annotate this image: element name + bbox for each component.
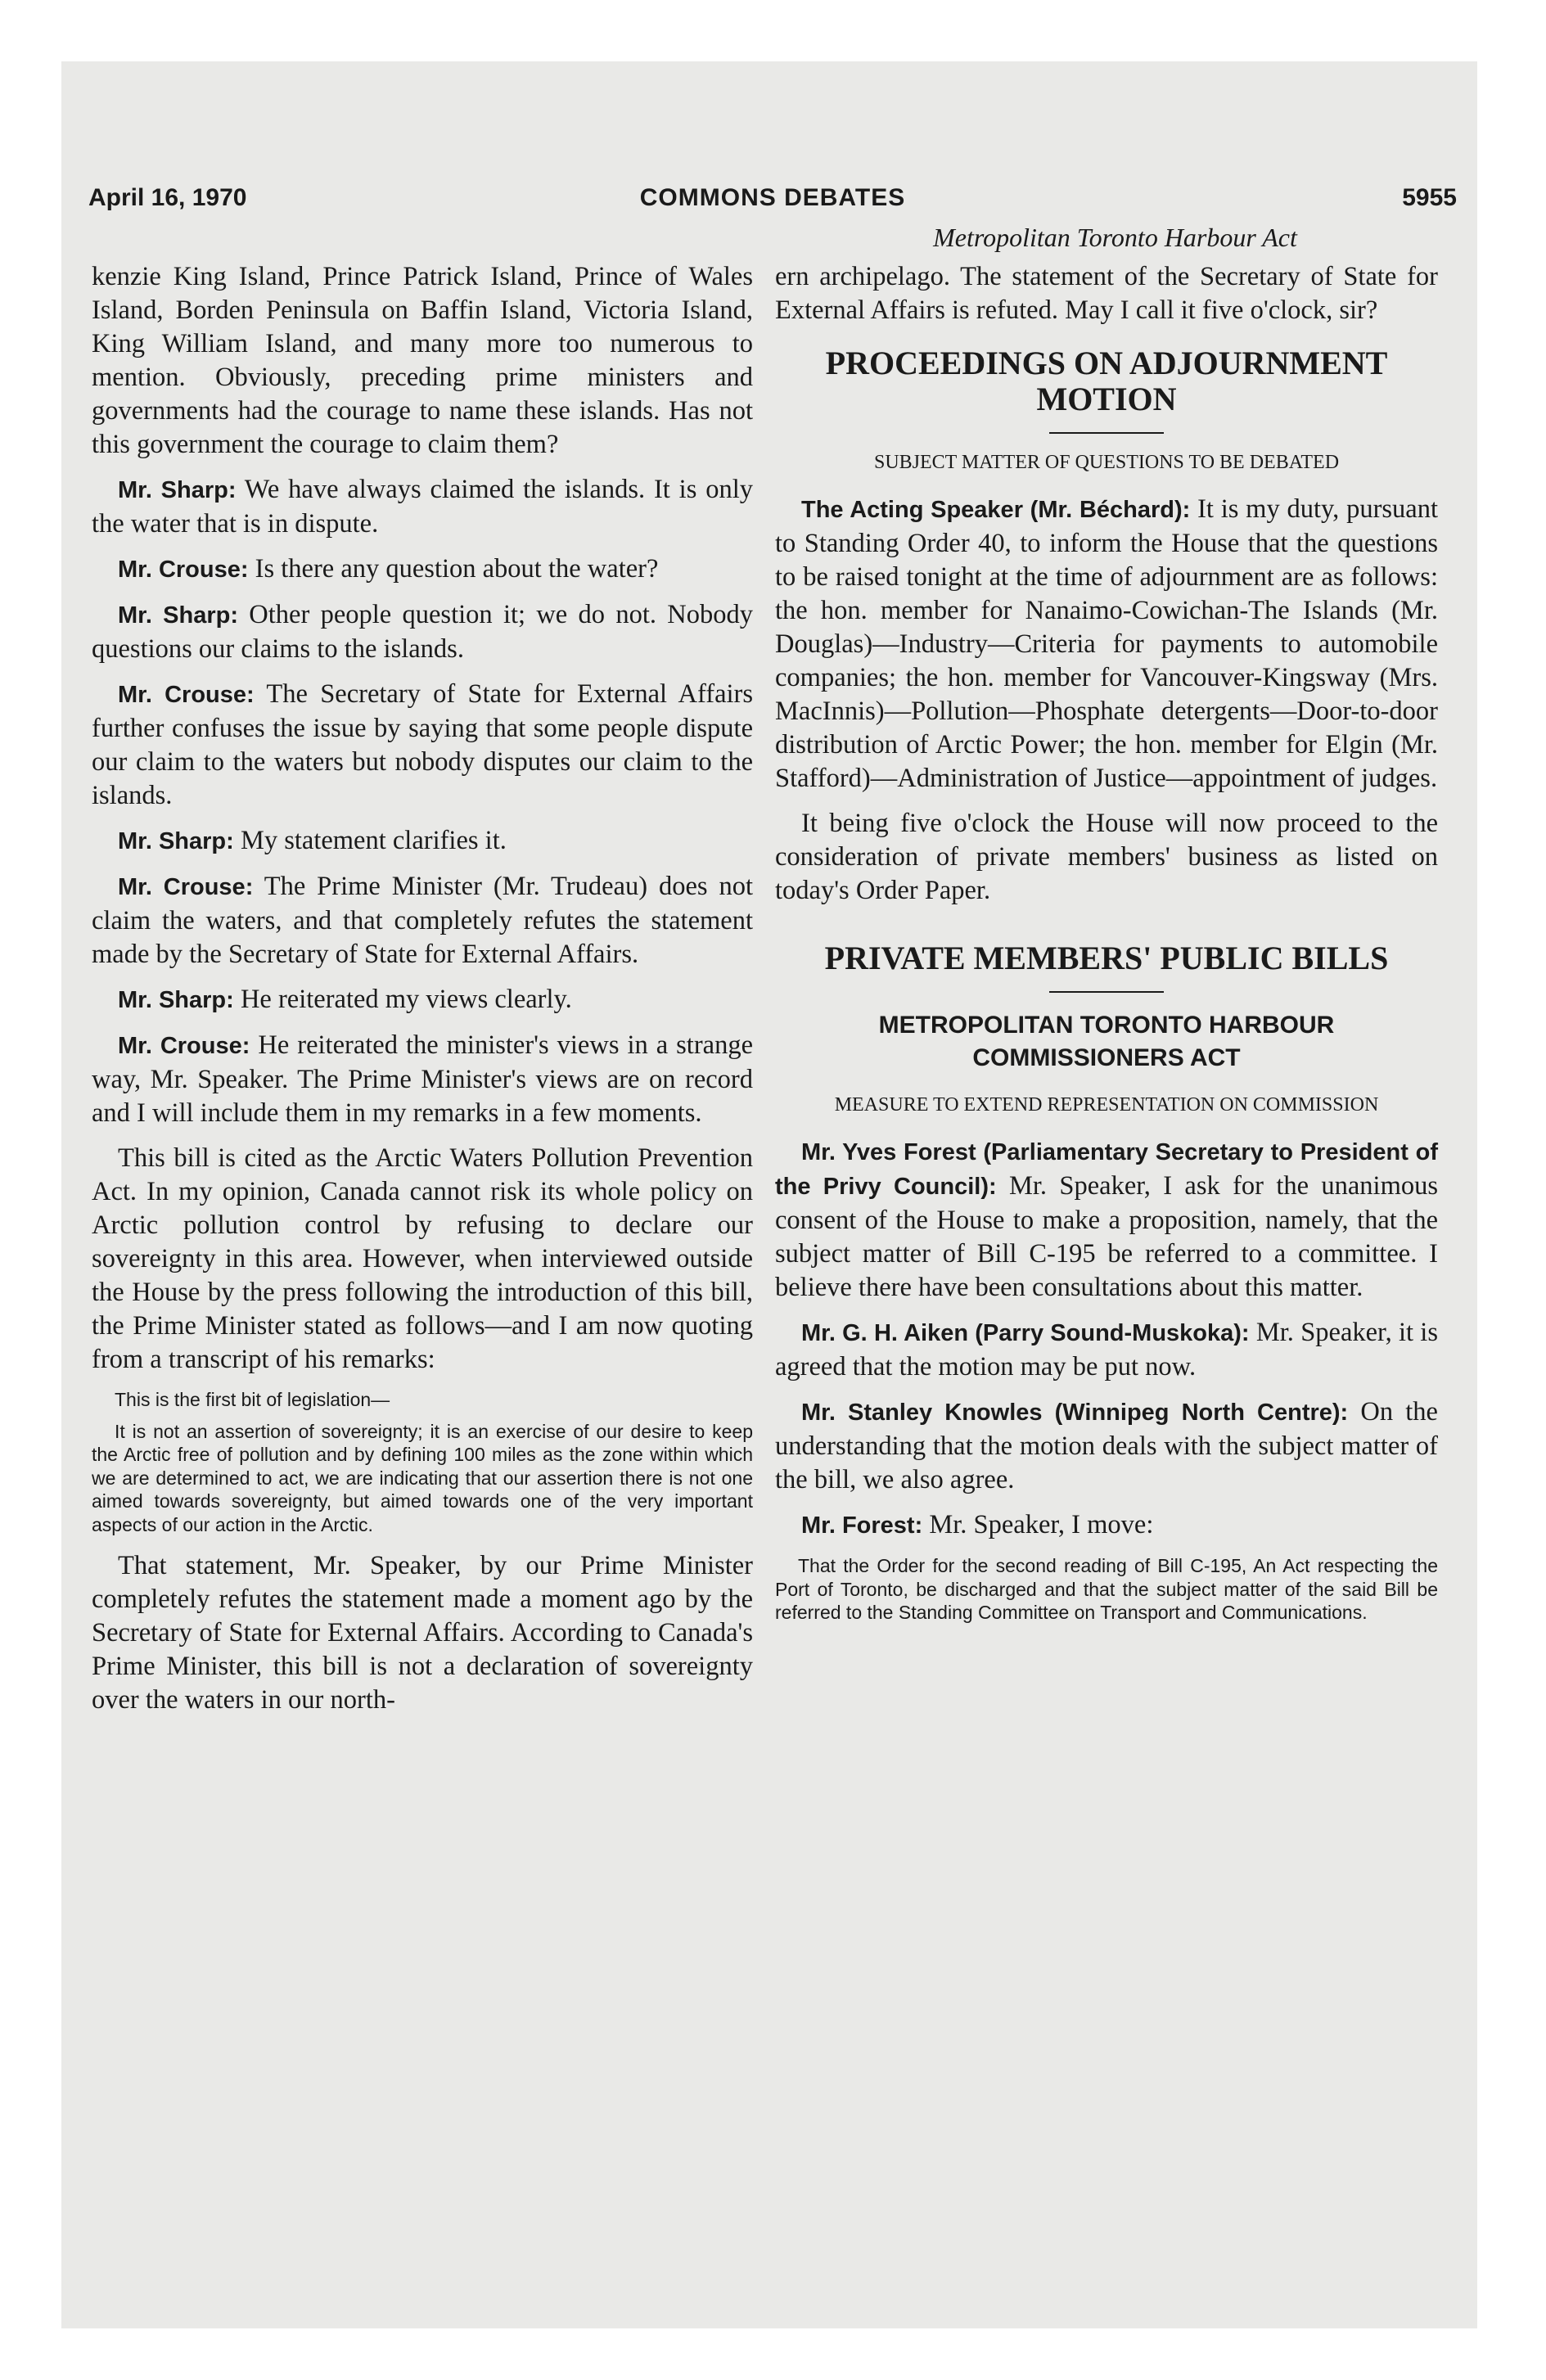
speech-text: The Secretary of State for External Affairs further confuses the issue by saying that some people dispute our claim to the waters but nobody disputes our claim to the islands. bbox=[92, 679, 753, 810]
left-column bbox=[92, 260, 753, 1729]
speech bbox=[92, 1029, 753, 1130]
speech bbox=[92, 983, 753, 1017]
speaker: Mr. Crouse: bbox=[118, 1033, 250, 1059]
speech-text: Mr. Speaker, I ask for the unanimous consent of the House to make a proposition, namely, that the subject matter of Bill C-195 be referred to a committee. I believe there have been consultations about this matter. bbox=[775, 1171, 1439, 1302]
subheading: SUBJECT MATTER OF QUESTIONS TO BE DEBATED bbox=[873, 452, 1340, 473]
speech bbox=[775, 1135, 1438, 1305]
bill-heading: METROPOLITAN TORONTO HARBOUR COMMISSIONERS ACT bbox=[878, 1012, 1335, 1071]
speech bbox=[92, 473, 753, 541]
speech-text: Mr. Speaker, I move: bbox=[922, 1510, 1154, 1539]
running-title: Metropolitan Toronto Harbour Act bbox=[933, 223, 1297, 252]
paragraph: This bill is cited as the Arctic Waters Pollution Prevention Act. In my opinion, Canada cannot risk its whole policy on Arctic pollution control by refusing to declare our sovereignty in this area. However, when interviewed outside the House by the press following the introduction of this bill, the Prime Minister stated as follows—and I am now quoting from a transcript of his remarks: bbox=[92, 1143, 753, 1374]
page-header bbox=[88, 184, 1457, 223]
speech-text: The Prime Minister (Mr. Trudeau) does not claim the waters, and that completely refutes the statement made by the Secretary of State for External Affairs. bbox=[92, 872, 753, 969]
block-quote bbox=[775, 1554, 1438, 1625]
speaker: Mr. Forest: bbox=[801, 1512, 923, 1539]
section-heading: PROCEEDINGS ON ADJOURNMENT MOTION bbox=[825, 345, 1388, 417]
speech bbox=[92, 678, 753, 813]
speaker: Mr. Sharp: bbox=[118, 602, 238, 629]
quote-line: This is the first bit of legislation— bbox=[115, 1389, 390, 1410]
paragraph: ern archipelago. The statement of the Secretary of State for External Affairs is refuted. May I call it five o'clock, sir? bbox=[775, 262, 1438, 325]
speech bbox=[92, 598, 753, 666]
speech-text: Mr. Speaker, it is agreed that the motion may be put now. bbox=[775, 1318, 1438, 1382]
speaker: Mr. Crouse: bbox=[118, 557, 249, 583]
speech bbox=[775, 1395, 1438, 1497]
speech bbox=[92, 824, 753, 859]
speaker: Mr. Sharp: bbox=[118, 987, 234, 1013]
speech bbox=[775, 493, 1438, 796]
speech bbox=[92, 870, 753, 971]
speaker: Mr. Stanley Knowles (Winnipeg North Centre): bbox=[801, 1400, 1349, 1426]
speech-text: Is there any question about the water? bbox=[248, 554, 659, 584]
speech-text: On the understanding that the motion deals with the subject matter of the bill, we also agree. bbox=[775, 1397, 1438, 1494]
paragraph: kenzie King Island, Prince Patrick Island, Prince of Wales Island, Borden Peninsula on Baffin Island, Victoria Island, King William Island, and many more too numerous to mention. Obviously, preceding prime ministers and governments had the courage to name these islands. Has not this government the courage to claim them? bbox=[92, 262, 753, 459]
speaker: Mr. Crouse: bbox=[118, 682, 255, 708]
block-quote bbox=[92, 1388, 753, 1536]
page-number: 5955 bbox=[1402, 184, 1457, 211]
heading-rule bbox=[1049, 991, 1164, 993]
speech-text: Other people question it; we do not. Nobody questions our claims to the islands. bbox=[92, 600, 753, 664]
speaker: Mr. Crouse: bbox=[118, 874, 254, 900]
speech-text: My statement clarifies it. bbox=[233, 826, 507, 855]
speech bbox=[92, 552, 753, 587]
header-date: April 16, 1970 bbox=[88, 184, 247, 211]
quote-line: That the Order for the second reading of Bill C-195, An Act respecting the Port of Toronto, be discharged and that the subject matter of the said Bill be referred to the Standing Committee on Transport and Communications. bbox=[775, 1555, 1438, 1623]
paragraph: That statement, Mr. Speaker, by our Prime Minister completely refutes the statement made a moment ago by the Secretary of State for External Affairs. According to Canada's Prime Minister, this bill is not a declaration of sovereignty over the waters in our north- bbox=[92, 1551, 753, 1715]
speech bbox=[775, 1508, 1438, 1543]
speech-text: We have always claimed the islands. It is only the water that is in dispute. bbox=[92, 475, 753, 539]
speaker: Mr. Sharp: bbox=[118, 828, 234, 854]
right-column bbox=[775, 260, 1438, 1638]
speaker: The Acting Speaker (Mr. Béchard): bbox=[801, 497, 1191, 523]
speech-text: He reiterated my views clearly. bbox=[233, 985, 572, 1014]
speech bbox=[775, 1316, 1438, 1384]
speech-text: He reiterated the minister's views in a strange way, Mr. Speaker. The Prime Minister's views are on record and I will include them in my remarks in a few moments. bbox=[92, 1030, 754, 1128]
speaker: Mr. Sharp: bbox=[118, 477, 237, 503]
subheading: MEASURE TO EXTEND REPRESENTATION ON COMMISSION bbox=[834, 1094, 1379, 1116]
speech-text: It is my duty, pursuant to Standing Order 40, to inform the House that the questions to be raised tonight at the time of adjournment are as follows: the hon. member for Nanaimo-Cowichan-The Islands (Mr. Douglas)—Industry—Criteria for payments to automobile companies; the hon. member for Vancouver-Kingsway (Mrs. MacInnis)—Pollution—Phosphate detergents—Door-to-door distribution of Arctic Power; the hon. member for Elgin (Mr. Stafford)—Administration of Justice—appointment of judges. bbox=[775, 494, 1438, 793]
speaker: Mr. G. H. Aiken (Parry Sound-Muskoka): bbox=[801, 1320, 1250, 1346]
quote-line: It is not an assertion of sovereignty; it is an exercise of our desire to keep the Arctic free of pollution and by defining 100 miles as the zone within which we are determined to act, we are indicating that our assertion there is not one aimed towards sovereignty, but aimed towards one of the very important aspects of our action in the Arctic. bbox=[92, 1420, 753, 1535]
section-heading: PRIVATE MEMBERS' PUBLIC BILLS bbox=[824, 940, 1389, 976]
header-title: COMMONS DEBATES bbox=[639, 184, 906, 211]
speaker: Mr. Yves Forest (Parliamentary Secretary to President of the Privy Council): bbox=[775, 1139, 1438, 1200]
paragraph: It being five o'clock the House will now proceed to the consideration of private members' business as listed on today's Order Paper. bbox=[775, 809, 1438, 905]
heading-rule bbox=[1049, 432, 1164, 434]
